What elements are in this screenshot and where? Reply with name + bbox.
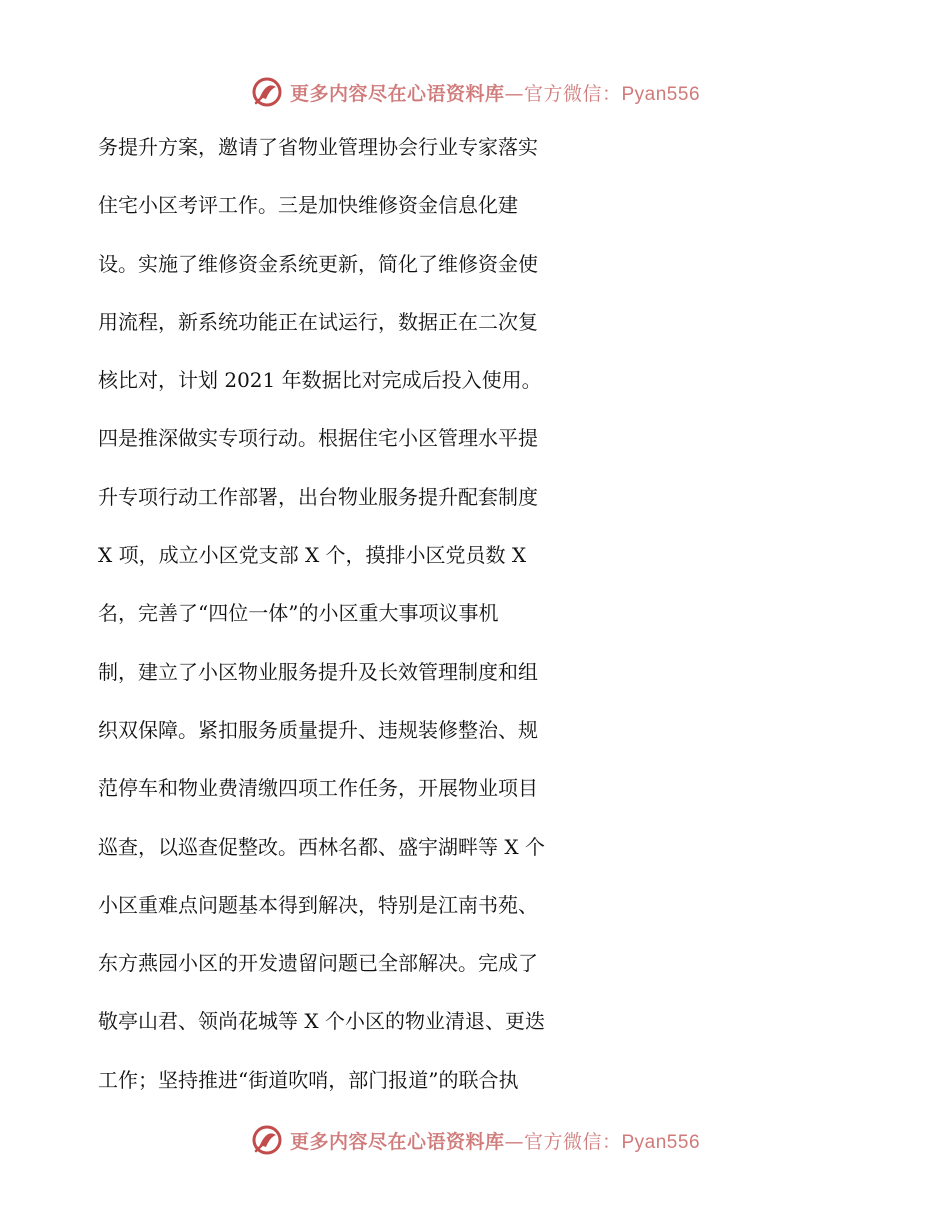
body-line: 务提升方案，邀请了省物业管理协会行业专家落实 <box>98 135 538 159</box>
watermark-official-label: 官方微信： <box>523 1130 622 1153</box>
watermark-separator: — <box>504 1130 524 1153</box>
watermark-separator: — <box>504 82 524 105</box>
watermark-brand: 更多内容尽在心语资料库 <box>289 1130 505 1153</box>
body-line: 范停车和物业费清缴四项工作任务，开展物业项目 <box>98 776 538 801</box>
watermark-account: Pyan556 <box>621 1131 701 1153</box>
watermark-text <box>290 79 700 106</box>
brand-logo-icon <box>250 75 284 109</box>
watermark-text <box>290 1127 700 1154</box>
body-line: 核比对，计划 2021 年数据比对完成后投入使用。 <box>98 368 542 393</box>
brand-logo-icon <box>250 1123 284 1157</box>
body-line: 升专项行动工作部署，出台物业服务提升配套制度 <box>98 484 538 509</box>
body-line: 织双保障。紧扣服务质量提升、违规装修整治、规 <box>98 717 538 742</box>
body-line: 用流程，新系统功能正在试运行，数据正在二次复 <box>98 309 538 334</box>
body-line: X 项，成立小区党支部 X 个，摸排小区党员数 X <box>98 543 527 568</box>
watermark-account: Pyan556 <box>621 83 701 105</box>
body-line: 四是推深做实专项行动。根据住宅小区管理水平提 <box>98 426 538 451</box>
body-line: 东方燕园小区的开发遗留问题已全部解决。完成了 <box>98 951 538 976</box>
body-line: 名，完善了“四位一体”的小区重大事项议事机 <box>98 601 499 626</box>
footer-watermark <box>0 1120 950 1160</box>
header-watermark <box>0 72 950 112</box>
watermark-brand: 更多内容尽在心语资料库 <box>289 82 505 105</box>
body-line: 制，建立了小区物业服务提升及长效管理制度和组 <box>98 659 538 684</box>
body-line: 设。实施了维修资金系统更新，简化了维修资金使 <box>98 251 538 276</box>
body-line: 小区重难点问题基本得到解决，特别是江南书苑、 <box>98 892 538 917</box>
body-line: 巡查，以巡查促整改。西林名都、盛宇湖畔等 X 个 <box>98 834 545 859</box>
body-line: 工作；坚持推进“街道吹哨，部门报道”的联合执 <box>98 1067 519 1092</box>
document-body <box>98 118 858 1109</box>
body-line: 敬亭山君、领尚花城等 X 个小区的物业清退、更迭 <box>98 1009 545 1034</box>
watermark-official-label: 官方微信： <box>523 82 622 105</box>
body-line: 住宅小区考评工作。三是加快维修资金信息化建 <box>98 193 518 218</box>
